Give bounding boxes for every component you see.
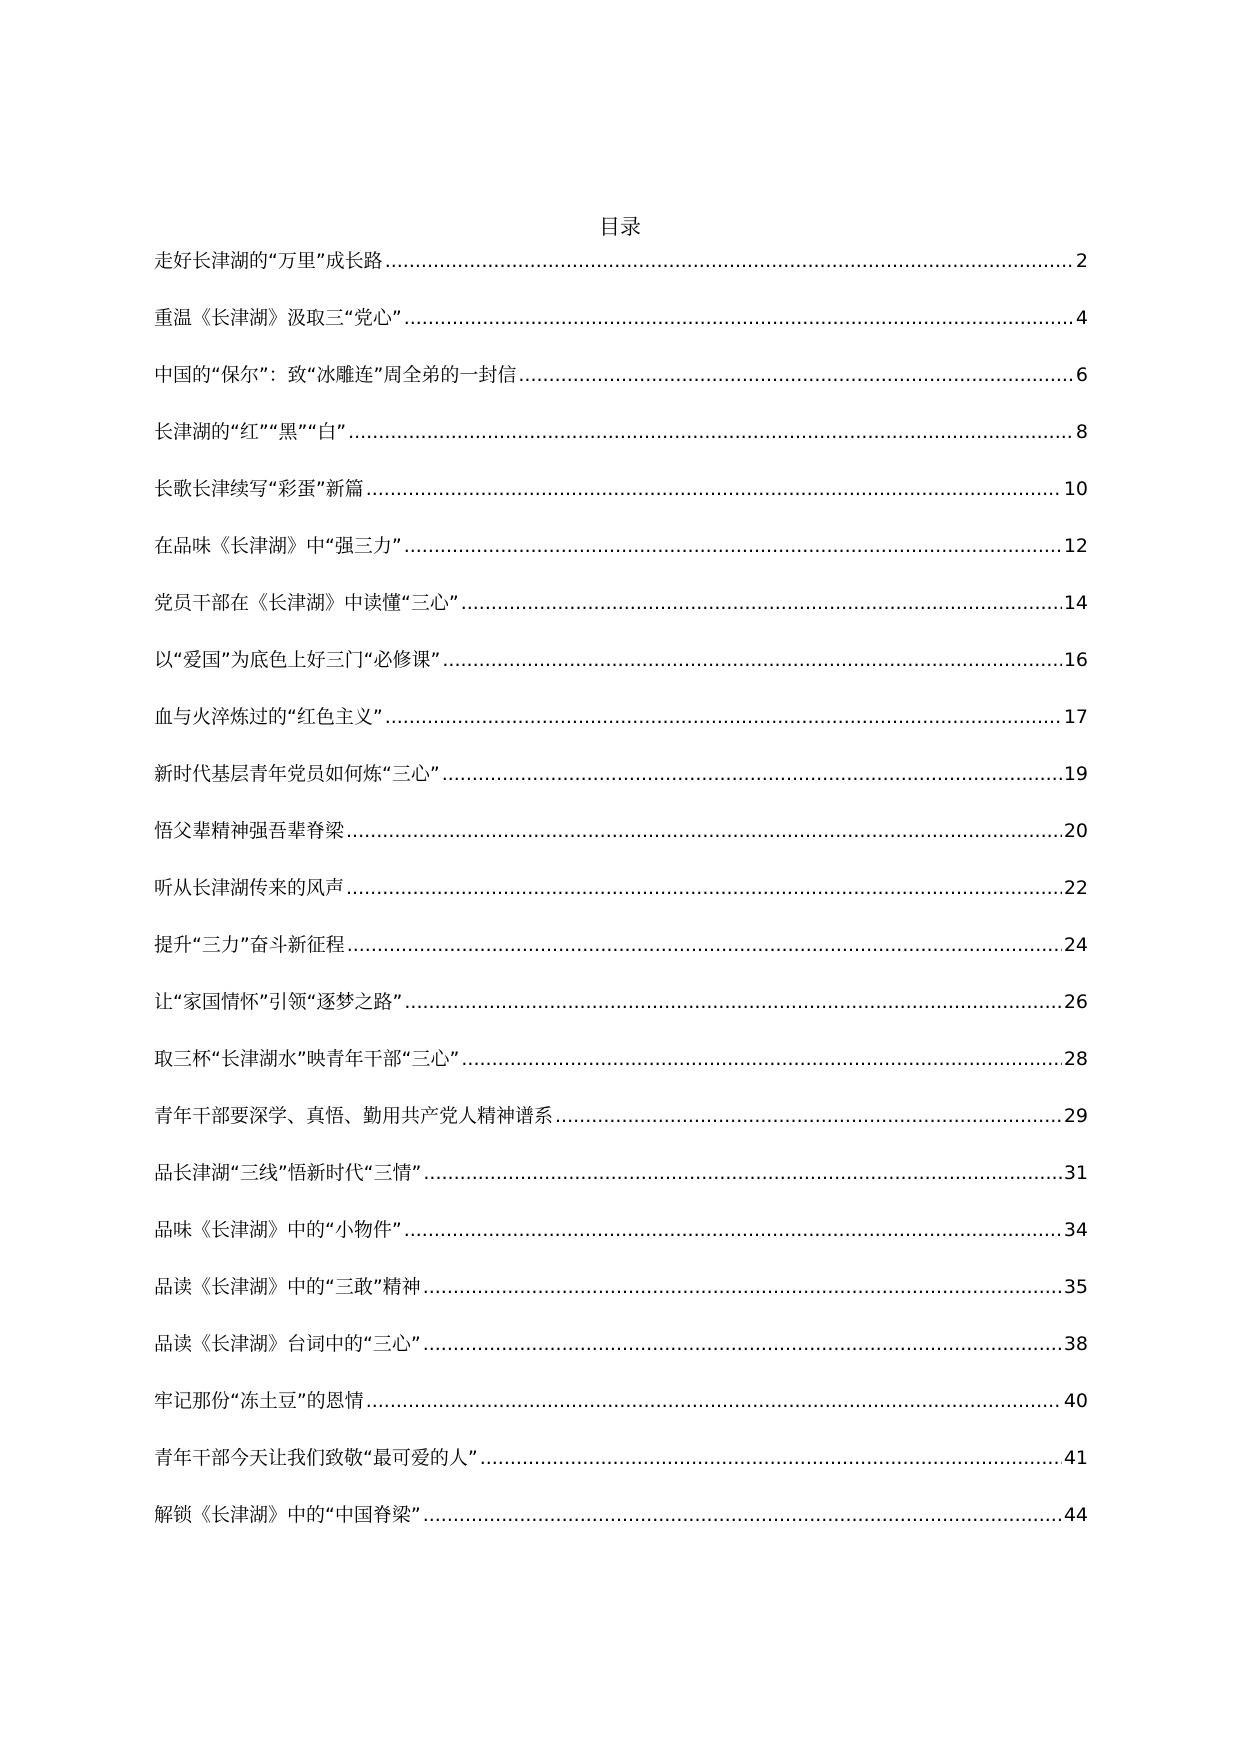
toc-entry-page: 6 [1075,364,1088,386]
toc-entry[interactable] [154,417,1088,447]
toc-entry-page: 28 [1063,1048,1088,1070]
toc-entry-title: 品读《长津湖》中的“三敢”精神 [154,1276,421,1298]
toc-entry-title: 听从长津湖传来的风声 [154,877,345,899]
toc-entry[interactable] [154,303,1088,333]
toc-entry-title: 中国的“保尔”：致“冰雕连”周全弟的一封信 [154,364,517,386]
toc-entry-page: 2 [1075,250,1088,272]
toc-entry-page: 41 [1063,1447,1088,1469]
toc-entry-title: 品读《长津湖》台词中的“三心” [154,1333,421,1355]
toc-entry-title: 新时代基层青年党员如何炼“三心” [154,763,440,785]
toc-entry[interactable] [154,1329,1088,1359]
toc-entry[interactable] [154,930,1088,960]
toc-entry-title: 长歌长津续写“彩蛋”新篇 [154,478,364,500]
toc-entry-page: 26 [1063,991,1088,1013]
toc-leader-dots [346,816,1062,846]
toc-entry-page: 44 [1063,1504,1088,1526]
toc-entry-page: 31 [1063,1162,1088,1184]
toc-entry[interactable] [154,759,1088,789]
toc-entry[interactable] [154,360,1088,390]
toc-entry[interactable] [154,1272,1088,1302]
toc-leader-dots [423,1158,1061,1188]
toc-entry-page: 29 [1063,1105,1088,1127]
toc-entry-page: 40 [1063,1390,1088,1412]
toc-leader-dots [404,303,1074,333]
toc-entry[interactable] [154,588,1088,618]
toc-entry[interactable] [154,1386,1088,1416]
toc-leader-dots [347,930,1062,960]
toc-entry[interactable] [154,702,1088,732]
toc-entry[interactable] [154,987,1088,1017]
toc-entry-title: 让“家国情怀”引领“逐梦之路” [154,991,403,1013]
toc-leader-dots [423,1500,1062,1530]
toc-leader-dots [404,531,1062,561]
toc-entry-page: 16 [1063,649,1088,671]
toc-entry-title: 在品味《长津湖》中“强三力” [154,535,402,557]
toc-entry-title: 青年干部今天让我们致敬“最可爱的人” [154,1447,478,1469]
toc-entry-title: 提升“三力”奋斗新征程 [154,934,345,956]
toc-entry-page: 19 [1063,763,1088,785]
toc-entry-title: 牢记那份“冻土豆”的恩情 [154,1390,364,1412]
toc-entry-title: 品味《长津湖》中的“小物件” [154,1219,402,1241]
toc-entry[interactable] [154,645,1088,675]
toc-entry[interactable] [154,474,1088,504]
toc-leader-dots [385,246,1074,276]
toc-entry-title: 党员干部在《长津湖》中读懂“三心” [154,592,459,614]
toc-leader-dots [518,360,1074,390]
toc-entry[interactable] [154,1158,1088,1188]
toc-entry[interactable] [154,1443,1088,1473]
toc-entry-title: 悟父辈精神强吾辈脊梁 [154,820,345,842]
toc-leader-dots [442,759,1062,789]
toc-leader-dots [348,417,1074,447]
toc-entry[interactable] [154,531,1088,561]
toc-entry-title: 血与火淬炼过的“红色主义” [154,706,383,728]
toc-entry[interactable] [154,1500,1088,1530]
toc-entry-title: 品长津湖“三线”悟新时代“三情” [154,1162,422,1184]
toc-leader-dots [346,873,1062,903]
toc-entry-page: 17 [1063,706,1088,728]
toc-leader-dots [555,1101,1062,1131]
toc-leader-dots [423,1329,1062,1359]
toc-entry-page: 34 [1063,1219,1088,1241]
toc-entry-title: 解锁《长津湖》中的“中国脊梁” [154,1504,421,1526]
toc-entry[interactable] [154,1044,1088,1074]
toc-entry-title: 取三杯“长津湖水”映青年干部“三心” [154,1048,460,1070]
toc-entry[interactable] [154,873,1088,903]
toc-leader-dots [461,1044,1061,1074]
toc-entry-title: 长津湖的“红”“黑”“白” [154,421,347,443]
toc-leader-dots [404,1215,1062,1245]
toc-entry-page: 12 [1063,535,1088,557]
toc-entry[interactable] [154,1215,1088,1245]
toc-entry-page: 20 [1063,820,1088,842]
toc-leader-dots [385,702,1062,732]
toc-entry-title: 走好长津湖的“万里”成长路 [154,250,383,272]
toc-entry[interactable] [154,816,1088,846]
toc-leader-dots [461,588,1062,618]
toc-entry-page: 24 [1063,934,1088,956]
toc-leader-dots [480,1443,1062,1473]
toc-entry-page: 10 [1063,478,1088,500]
toc-entry-page: 8 [1075,421,1088,443]
toc-leader-dots [366,474,1062,504]
toc-entry-title: 青年干部要深学、真悟、勤用共产党人精神谱系 [154,1105,554,1127]
toc-entry-title: 重温《长津湖》汲取三“党心” [154,307,402,329]
toc-entry[interactable] [154,1101,1088,1131]
toc-leader-dots [423,1272,1062,1302]
toc-title: 目录 [599,215,641,239]
toc-entry-page: 4 [1075,307,1088,329]
toc-entry-page: 35 [1063,1276,1088,1298]
toc-leader-dots [366,1386,1062,1416]
toc-leader-dots [442,645,1061,675]
toc-entry[interactable] [154,246,1088,276]
toc-entry-page: 14 [1063,592,1088,614]
toc-entry-page: 38 [1063,1333,1088,1355]
toc-entry-title: 以“爱国”为底色上好三门“必修课” [154,649,441,671]
toc-leader-dots [404,987,1061,1017]
toc-entry-page: 22 [1063,877,1088,899]
